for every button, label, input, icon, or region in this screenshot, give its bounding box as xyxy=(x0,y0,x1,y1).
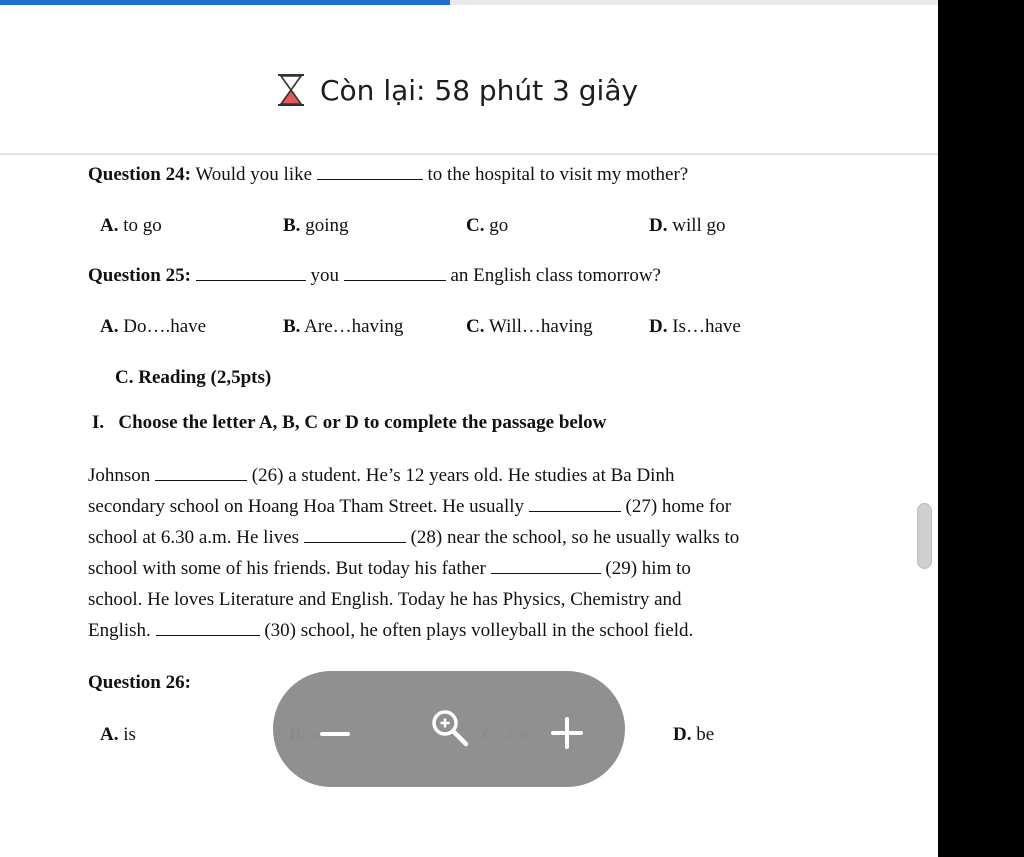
passage-line xyxy=(88,615,828,646)
option-c xyxy=(466,215,508,237)
option-a xyxy=(100,316,206,338)
passage-line xyxy=(88,522,828,553)
question-24-text xyxy=(88,164,688,186)
option-text: to go xyxy=(118,215,162,236)
option-a xyxy=(100,215,162,237)
option-d xyxy=(673,724,714,746)
option-letter: B. xyxy=(283,215,301,236)
passage-text: English. xyxy=(88,620,156,641)
passage-line: school. He loves Literature and English. Today he has Physics, Chemistry and xyxy=(88,589,682,610)
option-letter: A. xyxy=(100,724,119,745)
question-label: Question 26: xyxy=(88,672,191,693)
option-letter: D. xyxy=(673,724,692,745)
vertical-scrollbar-thumb[interactable] xyxy=(917,503,932,569)
answer-blank xyxy=(344,265,446,281)
timer-text: Còn lại: 58 phút 3 giây xyxy=(320,73,639,107)
zoom-reset-icon xyxy=(430,708,470,748)
option-text: Is…have xyxy=(667,316,741,337)
option-d xyxy=(649,316,741,338)
question-label: Question 25: xyxy=(88,265,191,286)
passage-text: (28) near the school, so he usually walks to xyxy=(405,527,740,548)
option-text: will go xyxy=(667,215,726,236)
passage-text: (27) home for xyxy=(620,496,732,517)
passage-text: (29) him to xyxy=(600,558,691,579)
passage-text: secondary school on Hoang Hoa Tham Street. He usually xyxy=(88,496,529,517)
option-letter: B. xyxy=(283,316,301,337)
right-side-panel xyxy=(938,0,1024,857)
option-b xyxy=(283,215,348,237)
option-text: be xyxy=(691,724,715,745)
answer-blank xyxy=(156,620,260,636)
option-text: going xyxy=(300,215,349,236)
answer-blank xyxy=(304,527,406,543)
question-text: to the hospital to visit my mother? xyxy=(422,164,689,185)
question-26-text xyxy=(88,672,191,694)
section-heading-reading: C. Reading (2,5pts) xyxy=(115,367,272,388)
option-text: Do….have xyxy=(118,316,207,337)
answer-blank xyxy=(491,558,601,574)
question-text: an English class tomorrow? xyxy=(445,265,661,286)
zoom-out-button[interactable] xyxy=(320,720,350,750)
passage-text: school at 6.30 a.m. He lives xyxy=(88,527,304,548)
option-letter: D. xyxy=(649,316,668,337)
option-d xyxy=(649,215,726,237)
question-text: Would you like xyxy=(190,164,317,185)
passage-text: (30) school, he often plays volleyball in the school field. xyxy=(259,620,694,641)
hourglass-icon xyxy=(276,73,306,107)
countdown-timer xyxy=(276,73,638,107)
option-text: is xyxy=(118,724,136,745)
passage-text: school with some of his friends. But today his father xyxy=(88,558,491,579)
answer-blank xyxy=(155,465,247,481)
option-text: Will…having xyxy=(484,316,593,337)
passage-line xyxy=(88,460,828,491)
option-letter: C. xyxy=(466,316,485,337)
answer-blank xyxy=(317,164,423,180)
answer-blank xyxy=(196,265,306,281)
question-label: Question 24: xyxy=(88,164,191,185)
option-text: go xyxy=(484,215,509,236)
reading-passage xyxy=(88,460,828,646)
passage-line xyxy=(88,491,828,522)
question-25-text xyxy=(88,265,661,287)
option-b xyxy=(283,316,403,338)
option-a xyxy=(100,724,136,746)
section-heading-instructions: I. Choose the letter A, B, C or D to complete the passage below xyxy=(92,412,607,433)
answer-blank xyxy=(529,496,621,512)
option-text: Are…having xyxy=(300,316,404,337)
option-letter: D. xyxy=(649,215,668,236)
passage-text: (26) a student. He’s 12 years old. He studies at Ba Dinh xyxy=(247,465,675,486)
question-text: you xyxy=(305,265,344,286)
option-c xyxy=(466,316,593,338)
option-letter: A. xyxy=(100,316,119,337)
timer-header xyxy=(0,5,938,155)
passage-line xyxy=(88,553,828,584)
option-letter: C. xyxy=(466,215,485,236)
option-letter: A. xyxy=(100,215,119,236)
zoom-in-button[interactable] xyxy=(551,717,583,749)
passage-text: Johnson xyxy=(88,465,156,486)
zoom-reset-button[interactable] xyxy=(430,708,470,748)
